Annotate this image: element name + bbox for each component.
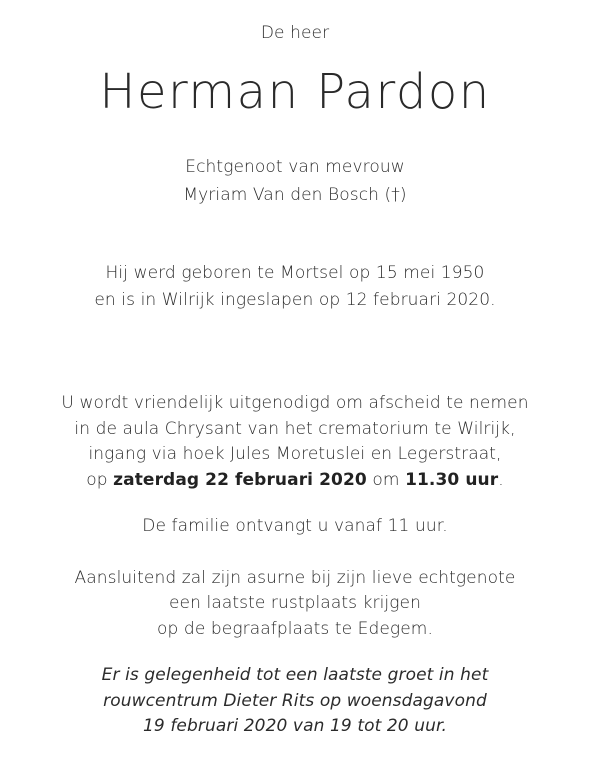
birth-line: Hij werd geboren te Mortsel op 15 mei 1950 (105, 263, 485, 283)
viewing-line-1: Er is gelegenheid tot een laatste groet in het (101, 665, 489, 685)
viewing-line-3: 19 februari 2020 van 19 tot 20 uur. (143, 716, 447, 736)
invitation-line-2: in de aula Chrysant van het crematorium te Wilrijk, (74, 419, 516, 439)
invitation-at: om (372, 470, 400, 490)
deceased-name: Herman Pardon (99, 64, 491, 120)
burial-line-1: Aansluitend zal zijn asurne bij zijn lieve echtgenote (74, 568, 516, 588)
reception-line: De familie ontvangt u vanaf 11 uur. (142, 516, 448, 536)
invitation-line-4 (0, 469, 590, 491)
invitation-line-3: ingang via hoek Jules Moretuslei en Legerstraat, (88, 444, 502, 464)
ceremony-date: zaterdag 22 februari 2020 (113, 470, 367, 490)
spouse-line-2: Myriam Van den Bosch (†) (183, 185, 407, 205)
death-line: en is in Wilrijk ingeslapen op 12 februari 2020. (94, 290, 496, 310)
viewing-line-2: rouwcentrum Dieter Rits op woensdagavond (103, 691, 487, 711)
burial-line-2: een laatste rustplaats krijgen (169, 593, 421, 613)
invitation-period: . (498, 470, 504, 490)
spouse-line-1: Echtgenoot van mevrouw (185, 157, 405, 177)
ceremony-time: 11.30 uur (405, 470, 499, 490)
invitation-line-1: U wordt vriendelijk uitgenodigd om afscheid te nemen (61, 393, 529, 413)
invitation-on: op (86, 470, 108, 490)
burial-line-3: op de begraafplaats te Edegem. (157, 619, 433, 639)
honorific: De heer (260, 23, 330, 43)
